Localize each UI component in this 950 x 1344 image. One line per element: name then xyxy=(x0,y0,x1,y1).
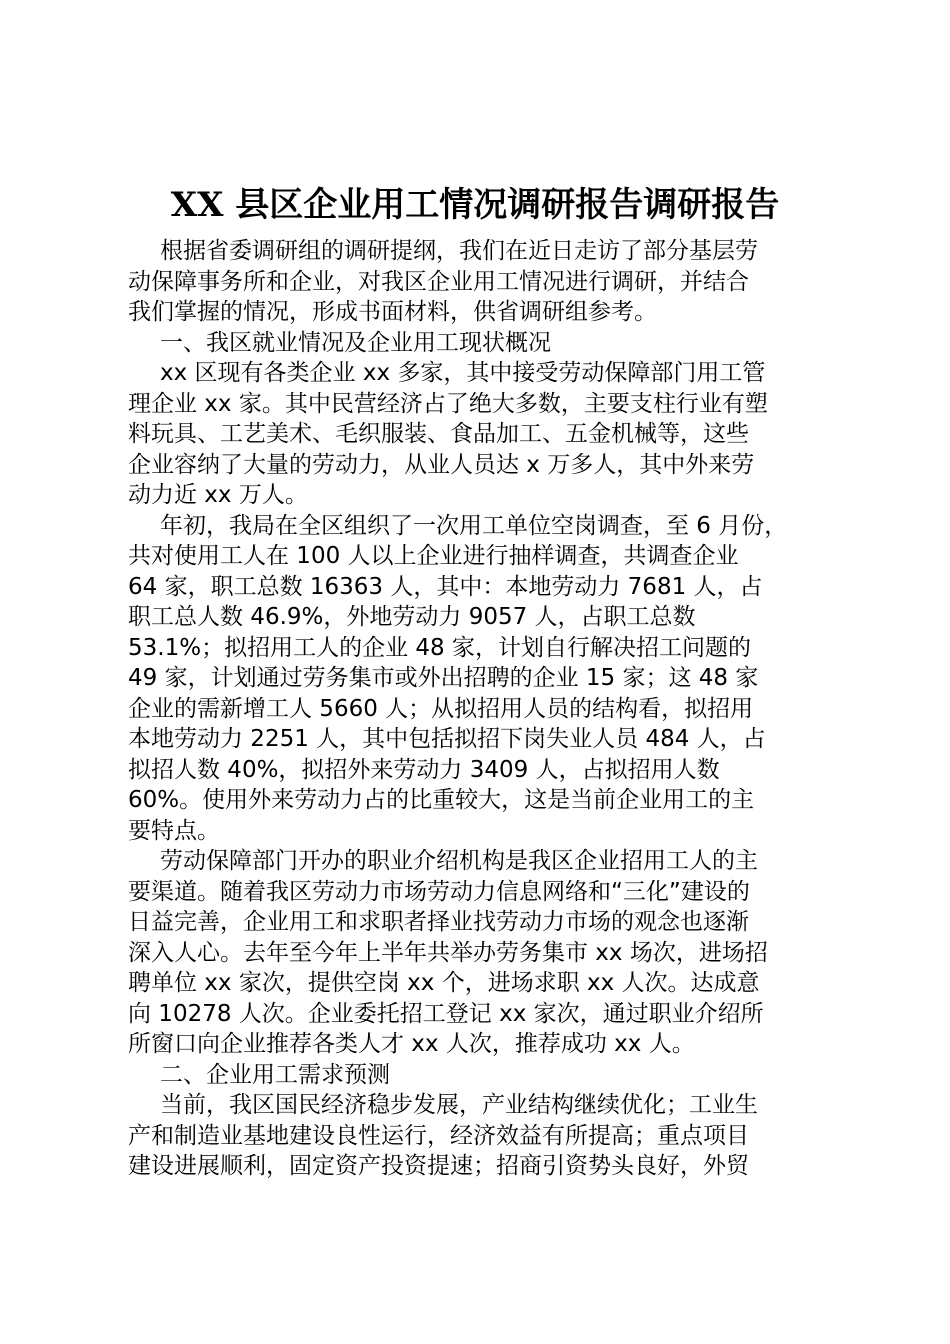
text-line: 53.1%；拟招用工人的企业 48 家，计划自行解决招工问题的 xyxy=(128,634,751,661)
text-line: 动力近 xx 万人。 xyxy=(128,482,308,508)
text-line: 日益完善，企业用工和求职者择业找劳动力市场的观念也逐渐 xyxy=(128,909,749,935)
text-line: 所窗口向企业推荐各类人才 xx 人次，推荐成功 xx 人。 xyxy=(128,1031,695,1057)
text-line: 根据省委调研组的调研提纲，我们在近日走访了部分基层劳 xyxy=(160,238,758,264)
text-line: 深入人心。去年至今年上半年共举办劳务集市 xx 场次，进场招 xyxy=(128,939,768,966)
text-line: xx 区现有各类企业 xx 多家，其中接受劳动保障部门用工管 xyxy=(160,360,766,386)
text-line: 动保障事务所和企业，对我区企业用工情况进行调研，并结合 xyxy=(128,268,749,295)
document-body xyxy=(128,236,828,1182)
text-line: 职工总人数 46.9%，外地劳动力 9057 人，占职工总数 xyxy=(128,604,696,630)
text-line: 64 家，职工总数 16363 人，其中：本地劳动力 7681 人，占 xyxy=(128,573,763,600)
text-line: 49 家，计划通过劳务集市或外出招聘的企业 15 家；这 48 家 xyxy=(128,665,759,691)
text-line: 要特点。 xyxy=(128,817,220,844)
text-line: 我们掌握的情况，形成书面材料，供省调研组参考。 xyxy=(128,299,657,325)
text-line: 要渠道。随着我区劳动力市场劳动力信息网络和“三化”建设的 xyxy=(128,878,750,905)
text-line: 向 10278 人次。企业委托招工登记 xx 家次，通过职业介绍所 xyxy=(128,1000,764,1027)
text-line: 一、我区就业情况及企业用工现状概况 xyxy=(160,329,551,356)
document-title: XX 县区企业用工情况调研报告调研报告 xyxy=(170,185,780,225)
text-line: 企业的需新增工人 5660 人；从拟招用人员的结构看，拟招用 xyxy=(128,695,754,722)
text-line: 建设进展顺利，固定资产投资提速；招商引资势头良好，外贸 xyxy=(128,1153,749,1179)
text-line: 产和制造业基地建设良性运行，经济效益有所提高；重点项目 xyxy=(128,1122,749,1149)
text-line: 聘单位 xx 家次，提供空岗 xx 个，进场求职 xx 人次。达成意 xyxy=(128,970,760,996)
text-line: 劳动保障部门开办的职业介绍机构是我区企业招用工人的主 xyxy=(160,848,758,874)
text-line: 拟招人数 40%，拟招外来劳动力 3409 人，占拟招用人数 xyxy=(128,756,720,783)
text-line: 年初，我局在全区组织了一次用工单位空岗调查，至 6 月份， xyxy=(160,512,788,539)
text-line: 企业容纳了大量的劳动力，从业人员达 x 万多人，其中外来劳 xyxy=(128,451,755,478)
text-line: 共对使用工人在 100 人以上企业进行抽样调查，共调查企业 xyxy=(128,543,739,569)
text-line: 二、企业用工需求预测 xyxy=(160,1061,390,1088)
text-line: 料玩具、工艺美术、毛织服装、食品加工、五金机械等，这些 xyxy=(128,421,749,447)
text-line: 本地劳动力 2251 人，其中包括拟招下岗失业人员 484 人，占 xyxy=(128,726,766,752)
text-line: 当前，我区国民经济稳步发展，产业结构继续优化；工业生 xyxy=(160,1092,758,1118)
text-line: 理企业 xx 家。其中民营经济占了绝大多数，主要支柱行业有塑 xyxy=(128,390,768,417)
text-line: 60%。使用外来劳动力占的比重较大，这是当前企业用工的主 xyxy=(128,787,755,813)
